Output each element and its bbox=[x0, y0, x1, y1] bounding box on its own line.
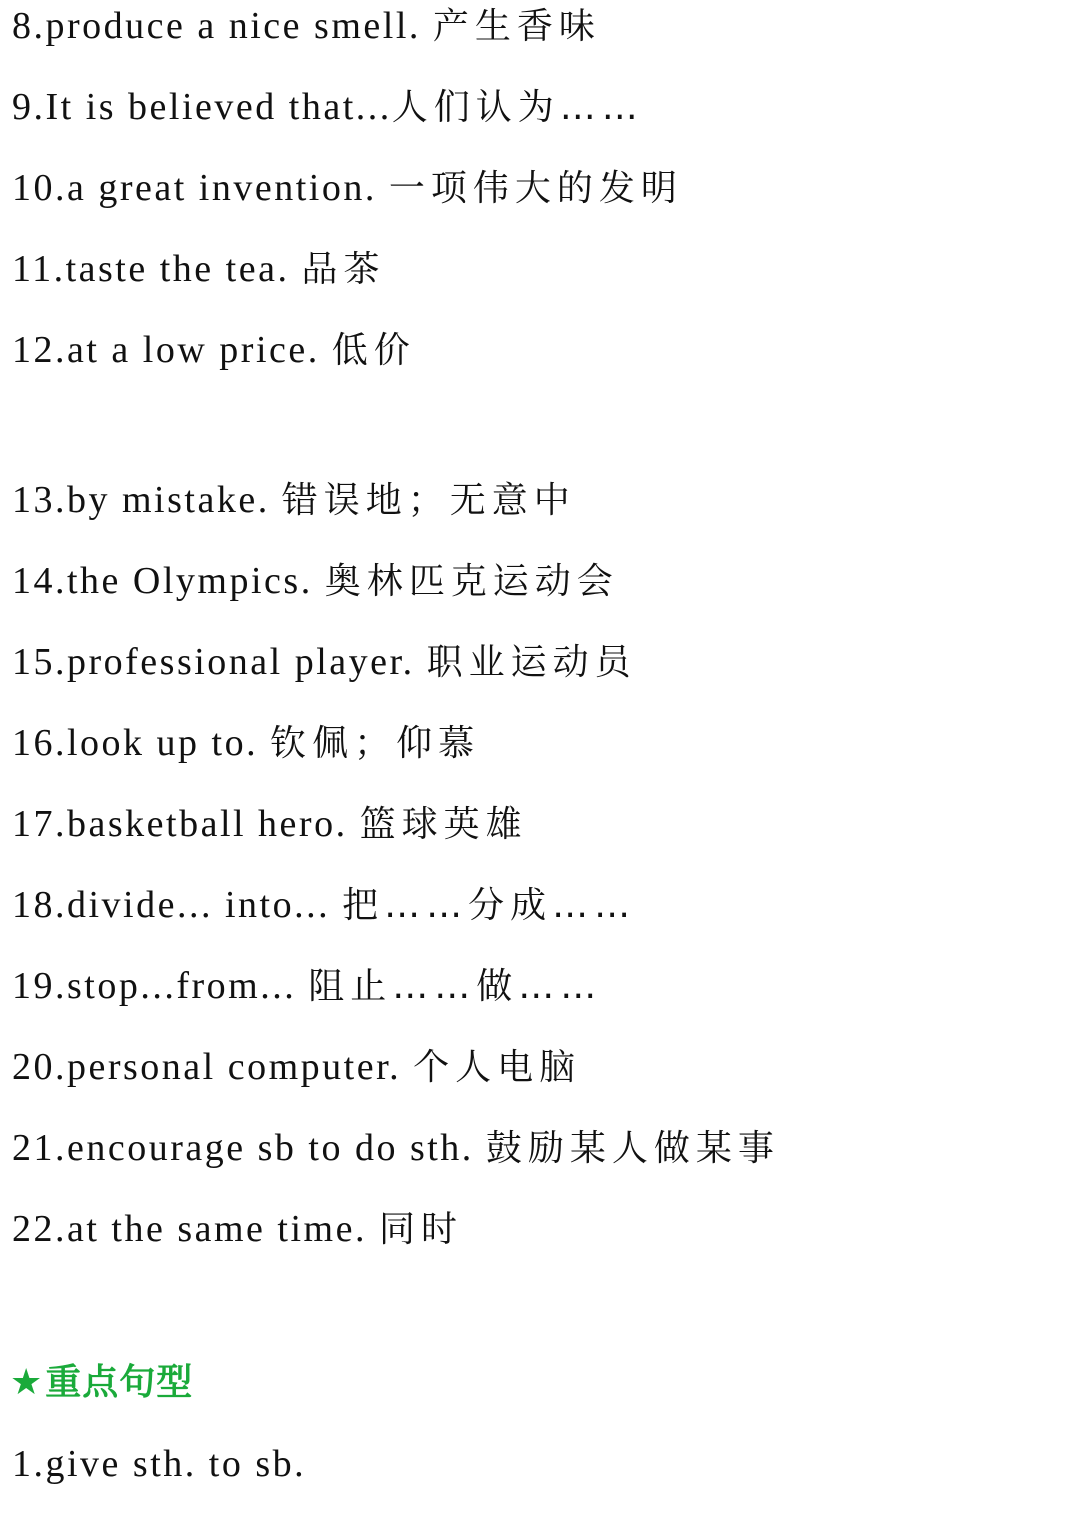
section-heading bbox=[10, 1359, 193, 1407]
vocab-en: 15.professional player. bbox=[12, 641, 415, 683]
vocab-item-18 bbox=[12, 881, 636, 930]
vocab-en: 9.It is believed that... bbox=[12, 86, 392, 128]
section-title: 重点句型 bbox=[45, 1362, 194, 1403]
vocab-cn: 钦佩；仰慕 bbox=[270, 723, 481, 764]
star-icon: ★ bbox=[10, 1362, 44, 1403]
vocab-en: 20.personal computer. bbox=[12, 1046, 402, 1088]
vocab-en: 12.at a low price. bbox=[12, 329, 320, 371]
vocab-cn: 阻止……做…… bbox=[308, 966, 603, 1007]
vocab-item-8 bbox=[12, 2, 601, 51]
vocab-cn: 人们认为…… bbox=[391, 87, 644, 128]
vocab-item-20 bbox=[12, 1043, 581, 1092]
vocab-cn: 错误地；无意中 bbox=[281, 480, 576, 521]
vocab-en: 16.look up to. bbox=[12, 722, 259, 764]
vocab-en: 13.by mistake. bbox=[12, 479, 270, 521]
vocab-en: 14.the Olympics. bbox=[12, 560, 313, 602]
vocab-cn: 一项伟大的发明 bbox=[388, 168, 683, 209]
vocab-item-12 bbox=[12, 326, 416, 375]
vocab-cn: 个人电脑 bbox=[413, 1047, 582, 1088]
vocab-cn: 低价 bbox=[331, 330, 416, 371]
vocab-en: 18.divide... into... bbox=[12, 884, 331, 926]
vocab-en: 11.taste the tea. bbox=[12, 248, 290, 290]
vocab-item-14 bbox=[12, 557, 619, 606]
vocab-cn: 奥林匹克运动会 bbox=[324, 561, 619, 602]
vocab-cn: 同时 bbox=[378, 1209, 463, 1250]
vocab-en: 10.a great invention. bbox=[12, 167, 377, 209]
sentence-item-1 bbox=[12, 1440, 306, 1488]
sentence-en: 1.give sth. to sb. bbox=[12, 1443, 307, 1485]
vocab-cn: 篮球英雄 bbox=[359, 804, 528, 845]
vocab-cn: 品茶 bbox=[301, 249, 386, 290]
vocab-en: 8.produce a nice smell. bbox=[12, 5, 421, 47]
vocab-item-17 bbox=[12, 800, 528, 849]
vocab-item-16 bbox=[12, 719, 480, 768]
vocab-cn: 职业运动员 bbox=[426, 642, 637, 683]
vocab-cn: 把……分成…… bbox=[342, 885, 637, 926]
vocab-cn: 产生香味 bbox=[432, 6, 601, 47]
vocab-item-11 bbox=[12, 245, 385, 294]
vocab-en: 21.encourage sb to do sth. bbox=[12, 1127, 474, 1169]
vocab-item-10 bbox=[12, 164, 683, 213]
vocab-en: 19.stop...from... bbox=[12, 965, 297, 1007]
vocab-item-9 bbox=[12, 83, 644, 132]
vocab-item-19 bbox=[12, 962, 602, 1011]
vocab-item-13 bbox=[12, 476, 576, 525]
vocab-en: 17.basketball hero. bbox=[12, 803, 348, 845]
vocab-en: 22.at the same time. bbox=[12, 1208, 367, 1250]
vocab-item-21 bbox=[12, 1124, 780, 1173]
vocab-cn: 鼓励某人做某事 bbox=[485, 1128, 780, 1169]
vocab-item-15 bbox=[12, 638, 637, 687]
vocab-item-22 bbox=[12, 1205, 463, 1254]
